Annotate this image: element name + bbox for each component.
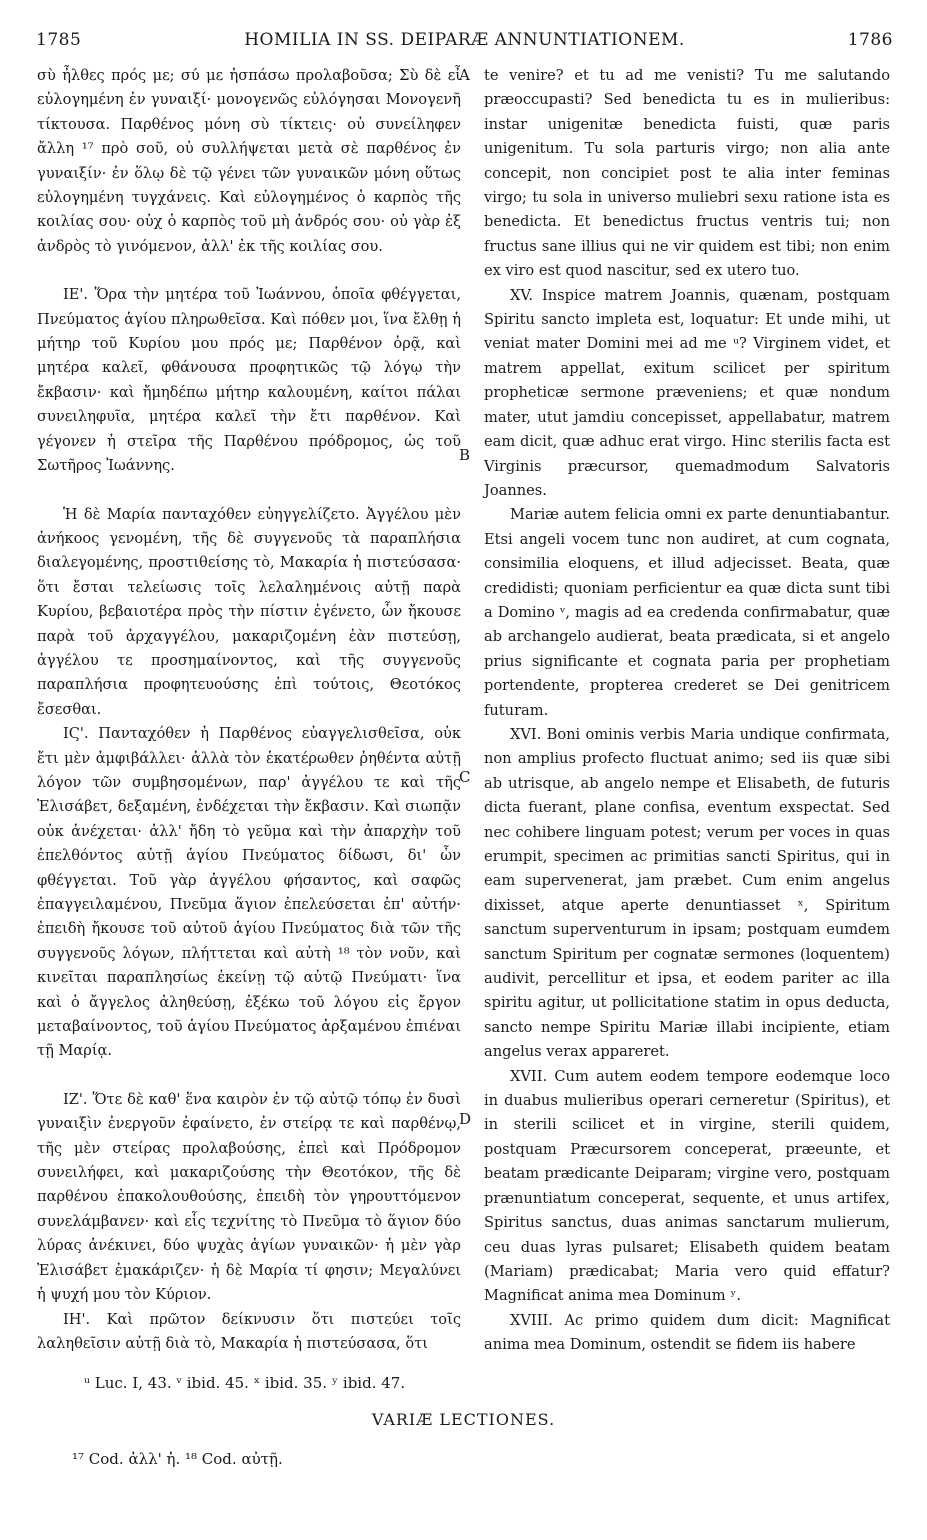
greek-paragraph: ΙΕ'. Ὅρα τὴν μητέρα τοῦ Ἰωάννου, ὁποῖα φθέγγεται, Πνεύματος ἁγίου πληρωθεῖσα. Καὶ πόθεν μοι, ἵνα ἔλθῃ ἡ μήτηρ τοῦ Κυρίου μου πρός με; Παρθένον ὁρᾷ, καὶ μητέρα καλεῖ, φθάνουσα προφητικῶς τῷ λόγῳ τὴν ἔκβασιν· καὶ ἤμηδέπω μήτηρ καλουμένη, καίτοι πάλαι συνειληφυῖα, μητέρα καλεῖ τὴν ἔτι παρθένον. Καὶ γέγονεν ἡ στεῖρα τῆς Παρθένου πρόδρομος, ὡς τοῦ Σωτῆρος Ἰωάννης. xyxy=(37,286,461,475)
margin-letter-a: A xyxy=(459,66,470,84)
left-column-number: 1785 xyxy=(36,30,82,50)
margin-letter-c: C xyxy=(459,768,471,786)
latin-paragraph: Mariæ autem felicia omni ex parte denuntiabantur. Etsi angeli vocem tunc non audiret, at cum cognata, consimilia eloquens, et illud adjecisset. Beata, quæ credidisti; quoniam perficientur ea quæ dicta sunt tibi a Domino ᵛ, magis ad ea credenda confirmabatur, quæ ab archangelo audierat, beata prædicata, si et angelo prius significante et cognata paria per prophetiam portendente, propterea crederet se Dei genitricem futuram. xyxy=(484,506,890,719)
page-header xyxy=(36,26,893,56)
greek-column xyxy=(37,64,461,1356)
latin-paragraph: XV. Inspice matrem Joannis, quænam, postquam Spiritu sancto impleta est, loquatur: Et unde mihi, ut veniat mater Domini mei ad me ᵘ? Virginem videt, et matrem appellat, exitum scilicet per spiritum propheticæ sermone præveniens; et quæ nondum mater, utut jamdiu concepisset, appellabatur, matrem eam dicit, quæ adhuc erat virgo. Hinc sterilis facta est Virginis præcursor, quemadmodum Salvatoris Joannes. xyxy=(484,286,890,499)
latin-column xyxy=(484,64,890,1358)
latin-paragraph: XVII. Cum autem eodem tempore eodemque loco in duabus mulieribus operari cerneretur (Spiritus), et in sterili scilicet et in virgine, sterili quidem, postquam Præcursorem conceperat, præeunte, et beatam prædicante Deiparam; virgine vero, postquam prænuntiatum conceperat, sequente, et unus artifex, Spiritus sanctus, duas animas sanctarum mulierum, ceu duas lyras pulsaret; Elisabeth quidem beatam (Mariam) prædicabat; Maria vero quid effatur? Magnificat anima mea Dominum ʸ. xyxy=(484,1067,890,1305)
greek-paragraph: ΙΗ'. Καὶ πρῶτον δείκνυσιν ὅτι πιστεύει τοῖς λαληθεῖσιν αὐτῇ διὰ τὸ, Μακαρία ἡ πιστεύσασα, ὅτι xyxy=(37,1310,461,1352)
scripture-footnotes: ᵘ Luc. I, 43. ᵛ ibid. 45. ˣ ibid. 35. ʸ ibid. 47. xyxy=(84,1374,406,1392)
margin-letter-b: B xyxy=(459,446,471,464)
greek-paragraph: ΙΖ'. Ὅτε δὲ καθ' ἕνα καιρὸν ἐν τῷ αὐτῷ τόπῳ ἐν δυσὶ γυναιξὶν ἐνεργοῦν ἐφαίνετο, ἐν στείρᾳ τε καὶ παρθένῳ, τῆς μὲν στείρας προλαβούσης, ἐπεὶ καὶ Πρόδρομον συνειλήφει, καὶ μακαριζούσης τὴν Θεοτόκον, τῆς δὲ παρθένου ἐπακολουθούσης, ἐπειδὴ τὸν γηρουττόμενον συνελάμβανεν· καὶ εἷς τεχνίτης τὸ Πνεῦμα τὸ ἅγιον δύο λύρας ἀνέκινει, δύο ψυχὰς ἁγίων γυναικῶν· ἡ μὲν γὰρ Ἐλισάβετ ἐμακάριζεν· ἡ δὲ Μαρία τί φησιν; Μεγαλύνει ἡ ψυχή μου τὸν Κύριον. xyxy=(37,1090,461,1304)
right-column-number: 1786 xyxy=(847,30,893,50)
latin-paragraph: XVIII. Ac primo quidem dum dicit: Magnificat anima mea Dominum, ostendit se fidem iis habere xyxy=(484,1311,890,1354)
margin-letter-d: D xyxy=(459,1110,472,1128)
running-title: HOMILIA IN SS. DEIPARÆ ANNUNTIATIONEM. xyxy=(244,30,685,50)
greek-paragraph: Ἡ δὲ Μαρία πανταχόθεν εὐηγγελίζετο. Ἀγγέλου μὲν ἀνήκοος γενομένη, τῆς δὲ συγγενοῦς τὰ παραπλήσια διαλεγομένης, προστιθείσης τὸ, Μακαρία ἡ πιστεύσασα· ὅτι ἔσται τελείωσις τοῖς λελαλημένοις αὐτῇ παρὰ Κυρίου, βεβαιοτέρα πρὸς τὴν πίστιν ἐγένετο, ὧν ἤκουσε παρὰ τοῦ ἀρχαγγέλου, μακαριζομένη ἐὰν πιστεύσῃ, ἀγγέλου τε προσημαίνοντος, καὶ τῆς συγγενοῦς παραπλήσια προφητευούσης ἐπὶ τούτοις, Θεοτόκος ἔσεσθαι. xyxy=(37,505,461,718)
greek-paragraph: ΙϚ'. Πανταχόθεν ἡ Παρθένος εὐαγγελισθεῖσα, οὐκ ἔτι μὲν ἀμφιβάλλει· ἀλλὰ τὸν ἑκατέρωθεν ῥηθέντα αὐτῇ λόγον τῶν συμβησομένων, παρ' ἀγγέλου τε καὶ τῆς Ἐλισάβετ, δεξαμένη, ἐνδέχεται τὴν ἔκβασιν. Καὶ σιωπᾷν οὐκ ἀνέχεται· ἀλλ' ἤδη τὸ γεῦμα καὶ τὴν ἀπαρχὴν τοῦ ἐπελθόντος αὐτῇ ἁγίου Πνεύματος δίδωσι, δι' ὧν φθέγγεται. Τοῦ γὰρ ἀγγέλου φήσαντος, καὶ σαφῶς ἐπαγγειλαμένου, Πνεῦμα ἅγιον ἐπελεύσεται ἐπ' αὐτήν· ἐπειδὴ ἤκουσε τοῦ αὐτοῦ ἁγίου Πνεύματος διὰ τῶν τῆς συγγενοῦς λόγων, πλήττεται καὶ αὐτὴ ¹⁸ τὸν νοῦν, καὶ κινεῖται παραπλησίως ἐκείνῃ τῷ αὐτῷ Πνεύματι· ἵνα καὶ ὁ ἄγγελος ἀληθεύσῃ, ἐξέκω τοῦ λόγου εἰς ἔργον μεταβαίνοντος, τοῦ ἁγίου Πνεύματος ἀρξαμένου ἐπιέναι τῇ Μαρίᾳ. xyxy=(37,725,461,1060)
latin-paragraph: XVI. Boni ominis verbis Maria undique confirmata, non amplius profecto fluctuat animo; sed iis quæ sibi ab utrisque, ab angelo nempe et Elisabeth, de futuris dicta fuerant, plane confisa, eventum exspectat. Sed nec cohibere linguam potest; verum per voces in quas erumpit, specimen ac primitias sancti Spiritus, qui in eam supervenerat, jam præbet. Cum enim angelus dixisset, atque aperte denuntiasset ˣ, Spiritum sanctum superventurum in ipsam; postquam eumdem sanctum Spiritum per cognatæ sermones (loquentem) audivit, percellitur et ipsa, et eodem pariter ac illa spiritu agitur, ut pollicitatione statim in opus deducta, sancto nempe Spiritu Mariæ illabi incipiente, etiam angelus verax appareret. xyxy=(484,725,890,1061)
variae-lectiones-heading: VARIÆ LECTIONES. xyxy=(371,1410,556,1429)
variae-lectiones: ¹⁷ Cod. ἀλλ' ἡ. ¹⁸ Cod. αὐτῇ. xyxy=(72,1450,283,1468)
latin-paragraph: te venire? et tu ad me venisti? Tu me salutando præoccupasti? Sed benedicta tu es in mulieribus: instar unigenitæ benedicta fuisti, quæ paris unigenitum. Tu sola parturis virgo; non alia ante concepit, non concipiet post te alia inter feminas virgo; tu sola in universo muliebri sexu ratione ista es benedicta. Et benedictus fructus ventris tui; non fructus sane illius qui ne vir quidem est tibi; non enim ex viro est quod nascitur, sed ex utero tuo. xyxy=(484,67,890,280)
greek-paragraph: σὺ ἦλθες πρός με; σύ με ἠσπάσω προλαβοῦσα; Σὺ δὲ εἶ εὐλογημένη ἐν γυναιξί· μονογενῶς εὐλόγησαι Μονογενῆ τίκτουσα. Παρθένος μόνη σὺ τίκτεις· οὐ συνείληφεν ἄλλη ¹⁷ πρὸ σοῦ, οὐ συλλήψεται μετὰ σὲ παρθένος ἐν γυναιξίν· ἐν ὅλῳ δὲ τῷ γένει τῶν γυναικῶν μόνη οὕτως εὐλογημένη τυγχάνεις. Καὶ εὐλογημένος ὁ καρπὸς τῆς κοιλίας σου· οὐχ ὁ καρπὸς τοῦ μὴ ἀνδρός σου· οὐ γὰρ ἐξ ἀνδρὸς τὸ γινόμενον, ἀλλ' ἐκ τῆς κοιλίας σου. xyxy=(37,67,461,255)
